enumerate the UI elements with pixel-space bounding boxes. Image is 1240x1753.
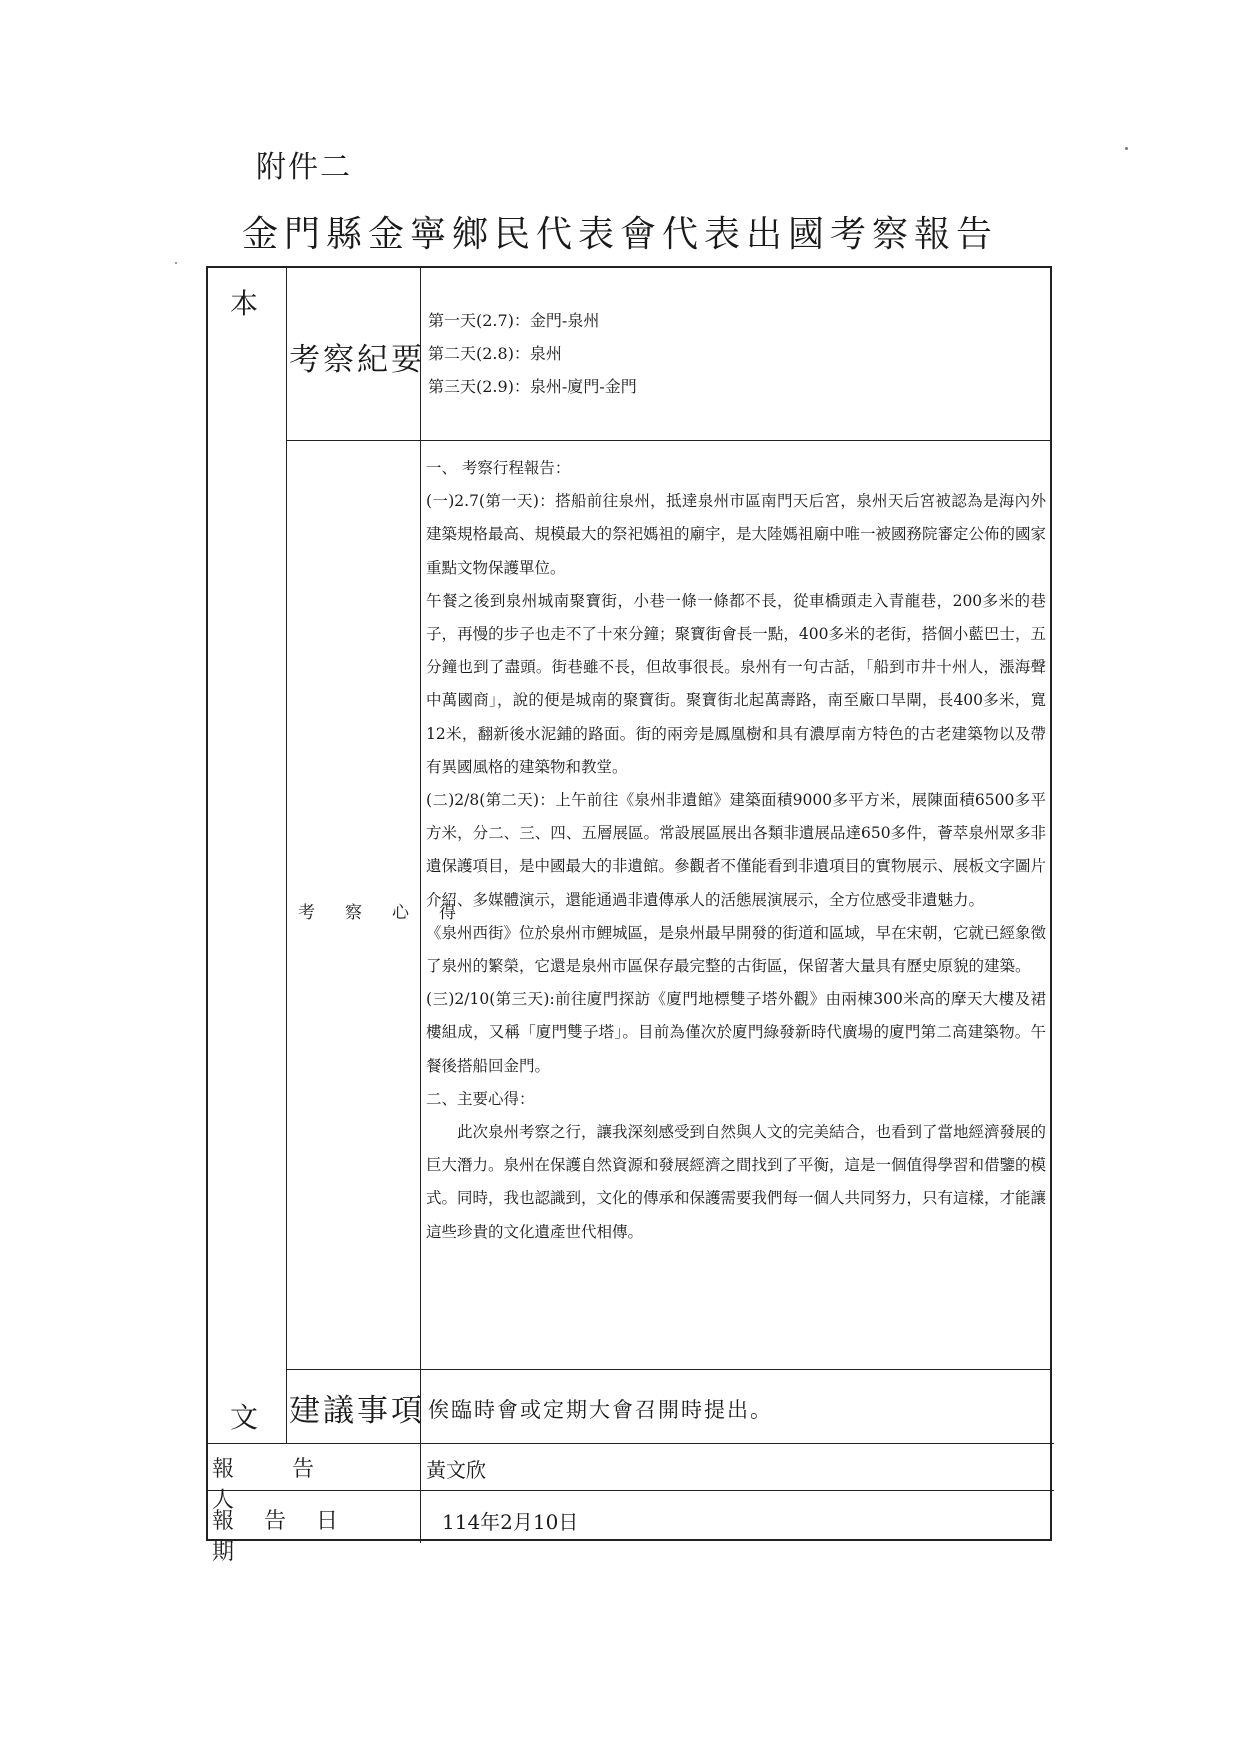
insights-content bbox=[426, 452, 1046, 1249]
paragraph: 午餐之後到泉州城南聚寶街，小巷一條一條都不長，從車橋頭走入青龍巷，200多米的巷子，再慢的步子也走不了十來分鐘；聚寶街會長一點，400多米的老街，搭個小藍巴士，五分鐘也到了盡頭。街巷雖不長，但故事很長。泉州有一句古話，「船到市井十州人，漲海聲中萬國商」，說的便是城南的聚寶街。聚寶街北起萬壽路，南至廠口旱閘，長400多米，寬12米，翻新後水泥鋪的路面。街的兩旁是鳳凰樹和具有濃厚南方特色的古老建築物以及帶有異國風格的建築物和教堂。 bbox=[426, 591, 1046, 776]
section-heading: 一、 考察行程報告： bbox=[426, 459, 571, 477]
paragraph: 《泉州西街》位於泉州市鯉城區，是泉州最早開發的街道和區域，早在宋朝，它就已經象徵了泉州的繁榮，它還是泉州市區保存最完整的古街區，保留著大量具有歷史原貌的建築。 bbox=[426, 923, 1047, 976]
report-title: 金門縣金寧鄉民代表會代表出國考察報告 bbox=[241, 214, 998, 255]
paragraph: (三)2/10(第三天):前往廈門探訪《廈門地標雙子塔外觀》由兩棟300米高的摩天大樓及裙樓組成，又稱「廈門雙子塔」。目前為僅次於廈門綠發新時代廣場的廈門第二高建築物。午餐後搭船回金門。 bbox=[426, 990, 1046, 1075]
scan-speck bbox=[1125, 147, 1128, 150]
side-label-bottom: 文 bbox=[230, 1401, 259, 1434]
suggestion-value: 俟臨時會或定期大會召開時提出。 bbox=[428, 1398, 773, 1422]
side-column-divider bbox=[286, 268, 287, 1443]
row-divider bbox=[208, 1443, 1054, 1444]
summary-item-day-2: 第二天(2.8)：泉州 bbox=[428, 344, 562, 363]
reporter-label-text: 報告人 bbox=[212, 1457, 373, 1513]
report-date-label bbox=[212, 1504, 412, 1566]
row-divider bbox=[286, 440, 1052, 441]
reporter-value: 黃文欣 bbox=[426, 1458, 486, 1482]
summary-item-day-3: 第三天(2.9)：泉州-廈門-金門 bbox=[428, 377, 637, 396]
report-date-label-text: 報告日期 bbox=[212, 1509, 369, 1565]
scan-speck bbox=[175, 262, 177, 264]
paragraph: 此次泉州考察之行，讓我深刻感受到自然與人文的完美結合，也看到了當地經濟發展的巨大潛力。泉州在保護自然資源和發展經濟之間找到了平衡，這是一個值得學習和借鑒的模式。同時，我也認識到，文化的傳承和保護需要我們每一個人共同努力，只有這樣，才能讓這些珍貴的文化遺產世代相傳。 bbox=[426, 1123, 1047, 1241]
paragraph: (二)2/8(第二天)：上午前往《泉州非遺館》建築面積9000多平方米，展陳面積6500多平方米，分二、三、四、五層展區。常設展區展出各類非遺展品達650多件，薈萃泉州眾多非遺保護項目，是中國最大的非遺館。參觀者不僅能看到非遺項目的實物展示、展板文字圖片介紹、多媒體演示，還能通過非遺傳承人的活態展演展示，全方位感受非遺魅力。 bbox=[426, 791, 1047, 909]
report-table bbox=[206, 266, 1052, 1565]
summary-label: 考察紀要 bbox=[289, 342, 425, 378]
attachment-label: 附件二 bbox=[256, 150, 352, 185]
section-heading: 二、主要心得： bbox=[426, 1089, 535, 1108]
suggestion-label: 建議事項 bbox=[289, 1393, 425, 1429]
row-divider bbox=[286, 1369, 1052, 1370]
summary-items bbox=[428, 304, 1038, 403]
insights-label: 考察心得 bbox=[298, 903, 486, 923]
summary-item-day-1: 第一天(2.7)：金門-泉州 bbox=[428, 311, 600, 330]
paragraph: (一)2.7(第一天)：搭船前往泉州，抵達泉州市區南門天后宮，泉州天后宮被認為是海內外建築規格最高、規模最大的祭祀媽祖的廟宇，是大陸媽祖廟中唯一被國務院審定公佈的國家重點文物保護單位。 bbox=[426, 492, 1047, 577]
side-label-top: 本 bbox=[230, 287, 259, 320]
report-date-value: 114年2月10日 bbox=[442, 1510, 579, 1534]
